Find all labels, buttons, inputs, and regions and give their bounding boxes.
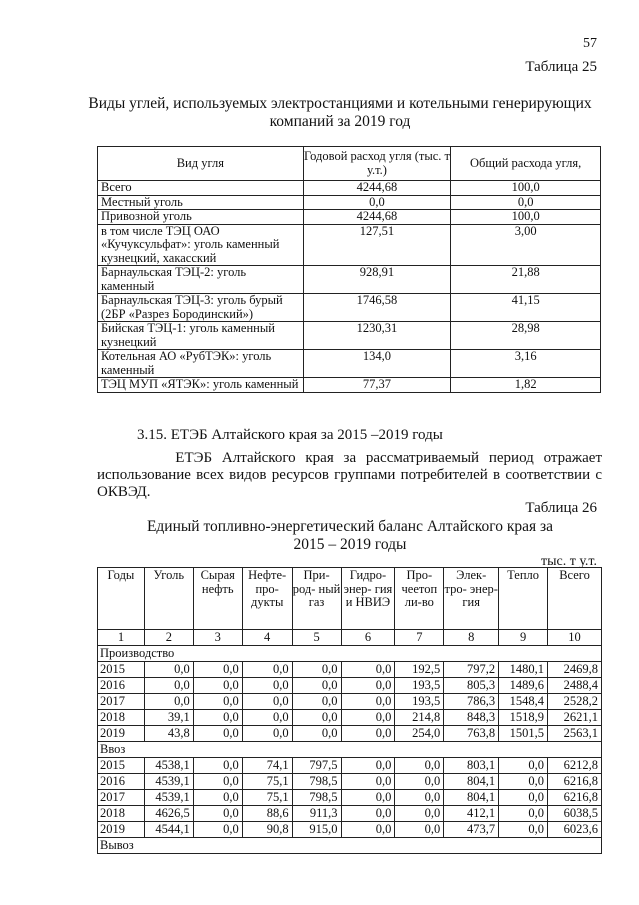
value-cell: 0,0 — [193, 774, 242, 790]
coal-type-cell: Котельная АО «РубТЭК»: уголь каменный — [98, 350, 304, 378]
value-cell: 4538,1 — [144, 758, 193, 774]
value-cell: 798,5 — [292, 790, 341, 806]
value-cell: 4539,1 — [144, 774, 193, 790]
coal-type-cell: Барнаульская ТЭЦ-2: уголь каменный — [98, 266, 304, 294]
value-cell: 804,1 — [444, 790, 499, 806]
consumption-cell: 1230,31 — [303, 322, 451, 350]
coal-type-cell: в том числе ТЭЦ ОАО «Кучуксульфат»: уголь каменный кузнецкий, хакасский — [98, 224, 304, 266]
column-number: 2 — [144, 630, 193, 646]
value-cell: 1480,1 — [499, 662, 548, 678]
share-cell: 1,82 — [451, 378, 601, 393]
table-26-units: тыс. т у.т. — [540, 554, 597, 569]
year-cell: 2016 — [98, 774, 145, 790]
coal-type-cell: Барнаульская ТЭЦ-3: уголь бурый (2БР «Разрез Бородинский») — [98, 294, 304, 322]
energy-balance-table — [97, 567, 602, 854]
value-cell: 90,8 — [242, 822, 292, 838]
table-header-row — [98, 147, 601, 181]
column-number: 10 — [548, 630, 602, 646]
value-cell: 1489,6 — [499, 678, 548, 694]
value-cell: 192,5 — [395, 662, 444, 678]
value-cell: 0,0 — [499, 790, 548, 806]
value-cell: 0,0 — [395, 790, 444, 806]
column-header: При- род- ный газ — [292, 568, 341, 630]
value-cell: 0,0 — [341, 710, 395, 726]
table-row — [98, 726, 602, 742]
table-row — [98, 322, 601, 350]
value-cell: 193,5 — [395, 694, 444, 710]
value-cell: 6216,8 — [548, 774, 602, 790]
consumption-cell: 77,37 — [303, 378, 451, 393]
value-cell: 0,0 — [144, 662, 193, 678]
value-cell: 0,0 — [395, 774, 444, 790]
value-cell: 6212,8 — [548, 758, 602, 774]
value-cell: 473,7 — [444, 822, 499, 838]
section-heading: 3.15. ЕТЭБ Алтайского края за 2015 –2019 годы — [137, 427, 443, 443]
value-cell: 0,0 — [292, 678, 341, 694]
coal-type-cell: Местный уголь — [98, 195, 304, 210]
consumption-cell: 4244,68 — [303, 210, 451, 225]
column-header: Элек- тро- энер- гия — [444, 568, 499, 630]
consumption-cell: 1746,58 — [303, 294, 451, 322]
value-cell: 0,0 — [193, 806, 242, 822]
table-row — [98, 822, 602, 838]
table-25-title-line2: компаний за 2019 год — [269, 113, 411, 130]
year-cell: 2015 — [98, 758, 145, 774]
column-header: Тепло — [499, 568, 548, 630]
body-paragraph — [97, 450, 602, 501]
year-cell: 2015 — [98, 662, 145, 678]
table-row — [98, 678, 602, 694]
table-row — [98, 774, 602, 790]
column-number: 4 — [242, 630, 292, 646]
coal-type-cell: Привозной уголь — [98, 210, 304, 225]
header-coal-type: Вид угля — [98, 147, 304, 181]
share-cell: 28,98 — [451, 322, 601, 350]
value-cell: 786,3 — [444, 694, 499, 710]
value-cell: 0,0 — [341, 694, 395, 710]
value-cell: 848,3 — [444, 710, 499, 726]
table-26-title — [120, 518, 580, 554]
year-cell: 2018 — [98, 806, 145, 822]
table-row — [98, 710, 602, 726]
value-cell: 797,2 — [444, 662, 499, 678]
section-row — [98, 838, 602, 854]
share-cell: 3,16 — [451, 350, 601, 378]
column-number: 3 — [193, 630, 242, 646]
value-cell: 0,0 — [499, 758, 548, 774]
value-cell: 412,1 — [444, 806, 499, 822]
share-cell: 0,0 — [451, 195, 601, 210]
share-cell: 21,88 — [451, 266, 601, 294]
section-row — [98, 646, 602, 662]
consumption-cell: 127,51 — [303, 224, 451, 266]
header-annual-consumption: Годовой расход угля (тыс. т у.т.) — [303, 147, 451, 181]
value-cell: 0,0 — [341, 726, 395, 742]
value-cell: 763,8 — [444, 726, 499, 742]
value-cell: 2563,1 — [548, 726, 602, 742]
value-cell: 0,0 — [395, 806, 444, 822]
value-cell: 0,0 — [292, 710, 341, 726]
value-cell: 0,0 — [193, 678, 242, 694]
consumption-cell: 0,0 — [303, 195, 451, 210]
value-cell: 0,0 — [193, 694, 242, 710]
value-cell: 6023,6 — [548, 822, 602, 838]
value-cell: 798,5 — [292, 774, 341, 790]
value-cell: 0,0 — [193, 662, 242, 678]
column-header: Всего — [548, 568, 602, 630]
value-cell: 911,3 — [292, 806, 341, 822]
coal-type-cell: Бийская ТЭЦ-1: уголь каменный кузнецкий — [98, 322, 304, 350]
year-cell: 2016 — [98, 678, 145, 694]
value-cell: 0,0 — [242, 694, 292, 710]
column-header: Гидро- энер- гия и НВИЭ — [341, 568, 395, 630]
section-name: Ввоз — [98, 742, 602, 758]
column-number: 1 — [98, 630, 145, 646]
table-row — [98, 662, 602, 678]
table-25-title — [80, 95, 600, 131]
value-cell: 0,0 — [341, 678, 395, 694]
section-name: Вывоз — [98, 838, 602, 854]
share-cell: 3,00 — [451, 224, 601, 266]
consumption-cell: 928,91 — [303, 266, 451, 294]
value-cell: 0,0 — [395, 758, 444, 774]
value-cell: 0,0 — [341, 662, 395, 678]
value-cell: 0,0 — [292, 694, 341, 710]
section-row — [98, 742, 602, 758]
column-header: Уголь — [144, 568, 193, 630]
value-cell: 0,0 — [193, 758, 242, 774]
value-cell: 75,1 — [242, 774, 292, 790]
value-cell: 2528,2 — [548, 694, 602, 710]
value-cell: 0,0 — [341, 790, 395, 806]
table-row — [98, 378, 601, 393]
table-25-title-line1: Виды углей, используемых электростанциями и котельными генерирующих — [88, 95, 592, 112]
page-number: 57 — [583, 36, 597, 51]
value-cell: 803,1 — [444, 758, 499, 774]
value-cell: 4544,1 — [144, 822, 193, 838]
table-25-label: Таблица 25 — [525, 59, 597, 75]
value-cell: 193,5 — [395, 678, 444, 694]
value-cell: 805,3 — [444, 678, 499, 694]
column-number: 7 — [395, 630, 444, 646]
coal-type-cell: ТЭЦ МУП «ЯТЭК»: уголь каменный — [98, 378, 304, 393]
consumption-cell: 4244,68 — [303, 181, 451, 196]
value-cell: 0,0 — [242, 710, 292, 726]
value-cell: 804,1 — [444, 774, 499, 790]
share-cell: 100,0 — [451, 210, 601, 225]
table-row — [98, 350, 601, 378]
value-cell: 0,0 — [242, 678, 292, 694]
value-cell: 0,0 — [395, 822, 444, 838]
value-cell: 4539,1 — [144, 790, 193, 806]
section-name: Производство — [98, 646, 602, 662]
value-cell: 6038,5 — [548, 806, 602, 822]
value-cell: 0,0 — [193, 790, 242, 806]
value-cell: 2488,4 — [548, 678, 602, 694]
value-cell: 0,0 — [499, 774, 548, 790]
value-cell: 75,1 — [242, 790, 292, 806]
table-header-row — [98, 568, 602, 630]
value-cell: 0,0 — [499, 806, 548, 822]
year-cell: 2018 — [98, 710, 145, 726]
value-cell: 915,0 — [292, 822, 341, 838]
coal-types-table — [97, 146, 601, 393]
consumption-cell: 134,0 — [303, 350, 451, 378]
value-cell: 39,1 — [144, 710, 193, 726]
value-cell: 1518,9 — [499, 710, 548, 726]
value-cell: 0,0 — [341, 774, 395, 790]
year-cell: 2019 — [98, 726, 145, 742]
column-header: Сырая нефть — [193, 568, 242, 630]
value-cell: 0,0 — [499, 822, 548, 838]
value-cell: 0,0 — [193, 710, 242, 726]
table-row — [98, 806, 602, 822]
value-cell: 6216,8 — [548, 790, 602, 806]
table-26-title-line2: 2015 – 2019 годы — [293, 536, 407, 553]
table-row — [98, 266, 601, 294]
value-cell: 0,0 — [144, 678, 193, 694]
column-header: Про- чеетоп ли-во — [395, 568, 444, 630]
column-number: 5 — [292, 630, 341, 646]
value-cell: 0,0 — [193, 726, 242, 742]
column-number: 8 — [444, 630, 499, 646]
value-cell: 0,0 — [292, 662, 341, 678]
year-cell: 2017 — [98, 790, 145, 806]
year-cell: 2019 — [98, 822, 145, 838]
value-cell: 4626,5 — [144, 806, 193, 822]
value-cell: 214,8 — [395, 710, 444, 726]
header-total-share: Общий расхода угля, — [451, 147, 601, 181]
table-row — [98, 694, 602, 710]
value-cell: 0,0 — [341, 822, 395, 838]
value-cell: 0,0 — [341, 758, 395, 774]
table-26-title-line1: Единый топливно-энергетический баланс Алтайского края за — [146, 518, 554, 535]
column-number: 6 — [341, 630, 395, 646]
share-cell: 41,15 — [451, 294, 601, 322]
column-number-row — [98, 630, 602, 646]
table-row — [98, 224, 601, 266]
value-cell: 0,0 — [341, 806, 395, 822]
table-row — [98, 790, 602, 806]
value-cell: 254,0 — [395, 726, 444, 742]
value-cell: 1501,5 — [499, 726, 548, 742]
body-paragraph-text: ЕТЭБ Алтайского края за рассматриваемый период отражает использование всех видов ресурсов группами потребителей в соответствии с ОКВЭД. — [97, 450, 603, 500]
value-cell: 88,6 — [242, 806, 292, 822]
table-row — [98, 210, 601, 225]
year-cell: 2017 — [98, 694, 145, 710]
column-header: Годы — [98, 568, 145, 630]
table-row — [98, 195, 601, 210]
share-cell: 100,0 — [451, 181, 601, 196]
value-cell: 43,8 — [144, 726, 193, 742]
coal-type-cell: Всего — [98, 181, 304, 196]
value-cell: 0,0 — [193, 822, 242, 838]
value-cell: 74,1 — [242, 758, 292, 774]
value-cell: 0,0 — [144, 694, 193, 710]
value-cell: 0,0 — [242, 662, 292, 678]
value-cell: 2469,8 — [548, 662, 602, 678]
table-26-label: Таблица 26 — [525, 500, 597, 516]
table-row — [98, 294, 601, 322]
value-cell: 0,0 — [292, 726, 341, 742]
value-cell: 2621,1 — [548, 710, 602, 726]
value-cell: 1548,4 — [499, 694, 548, 710]
column-number: 9 — [499, 630, 548, 646]
column-header: Нефте- про- дукты — [242, 568, 292, 630]
table-row — [98, 181, 601, 196]
value-cell: 0,0 — [242, 726, 292, 742]
value-cell: 797,5 — [292, 758, 341, 774]
table-row — [98, 758, 602, 774]
